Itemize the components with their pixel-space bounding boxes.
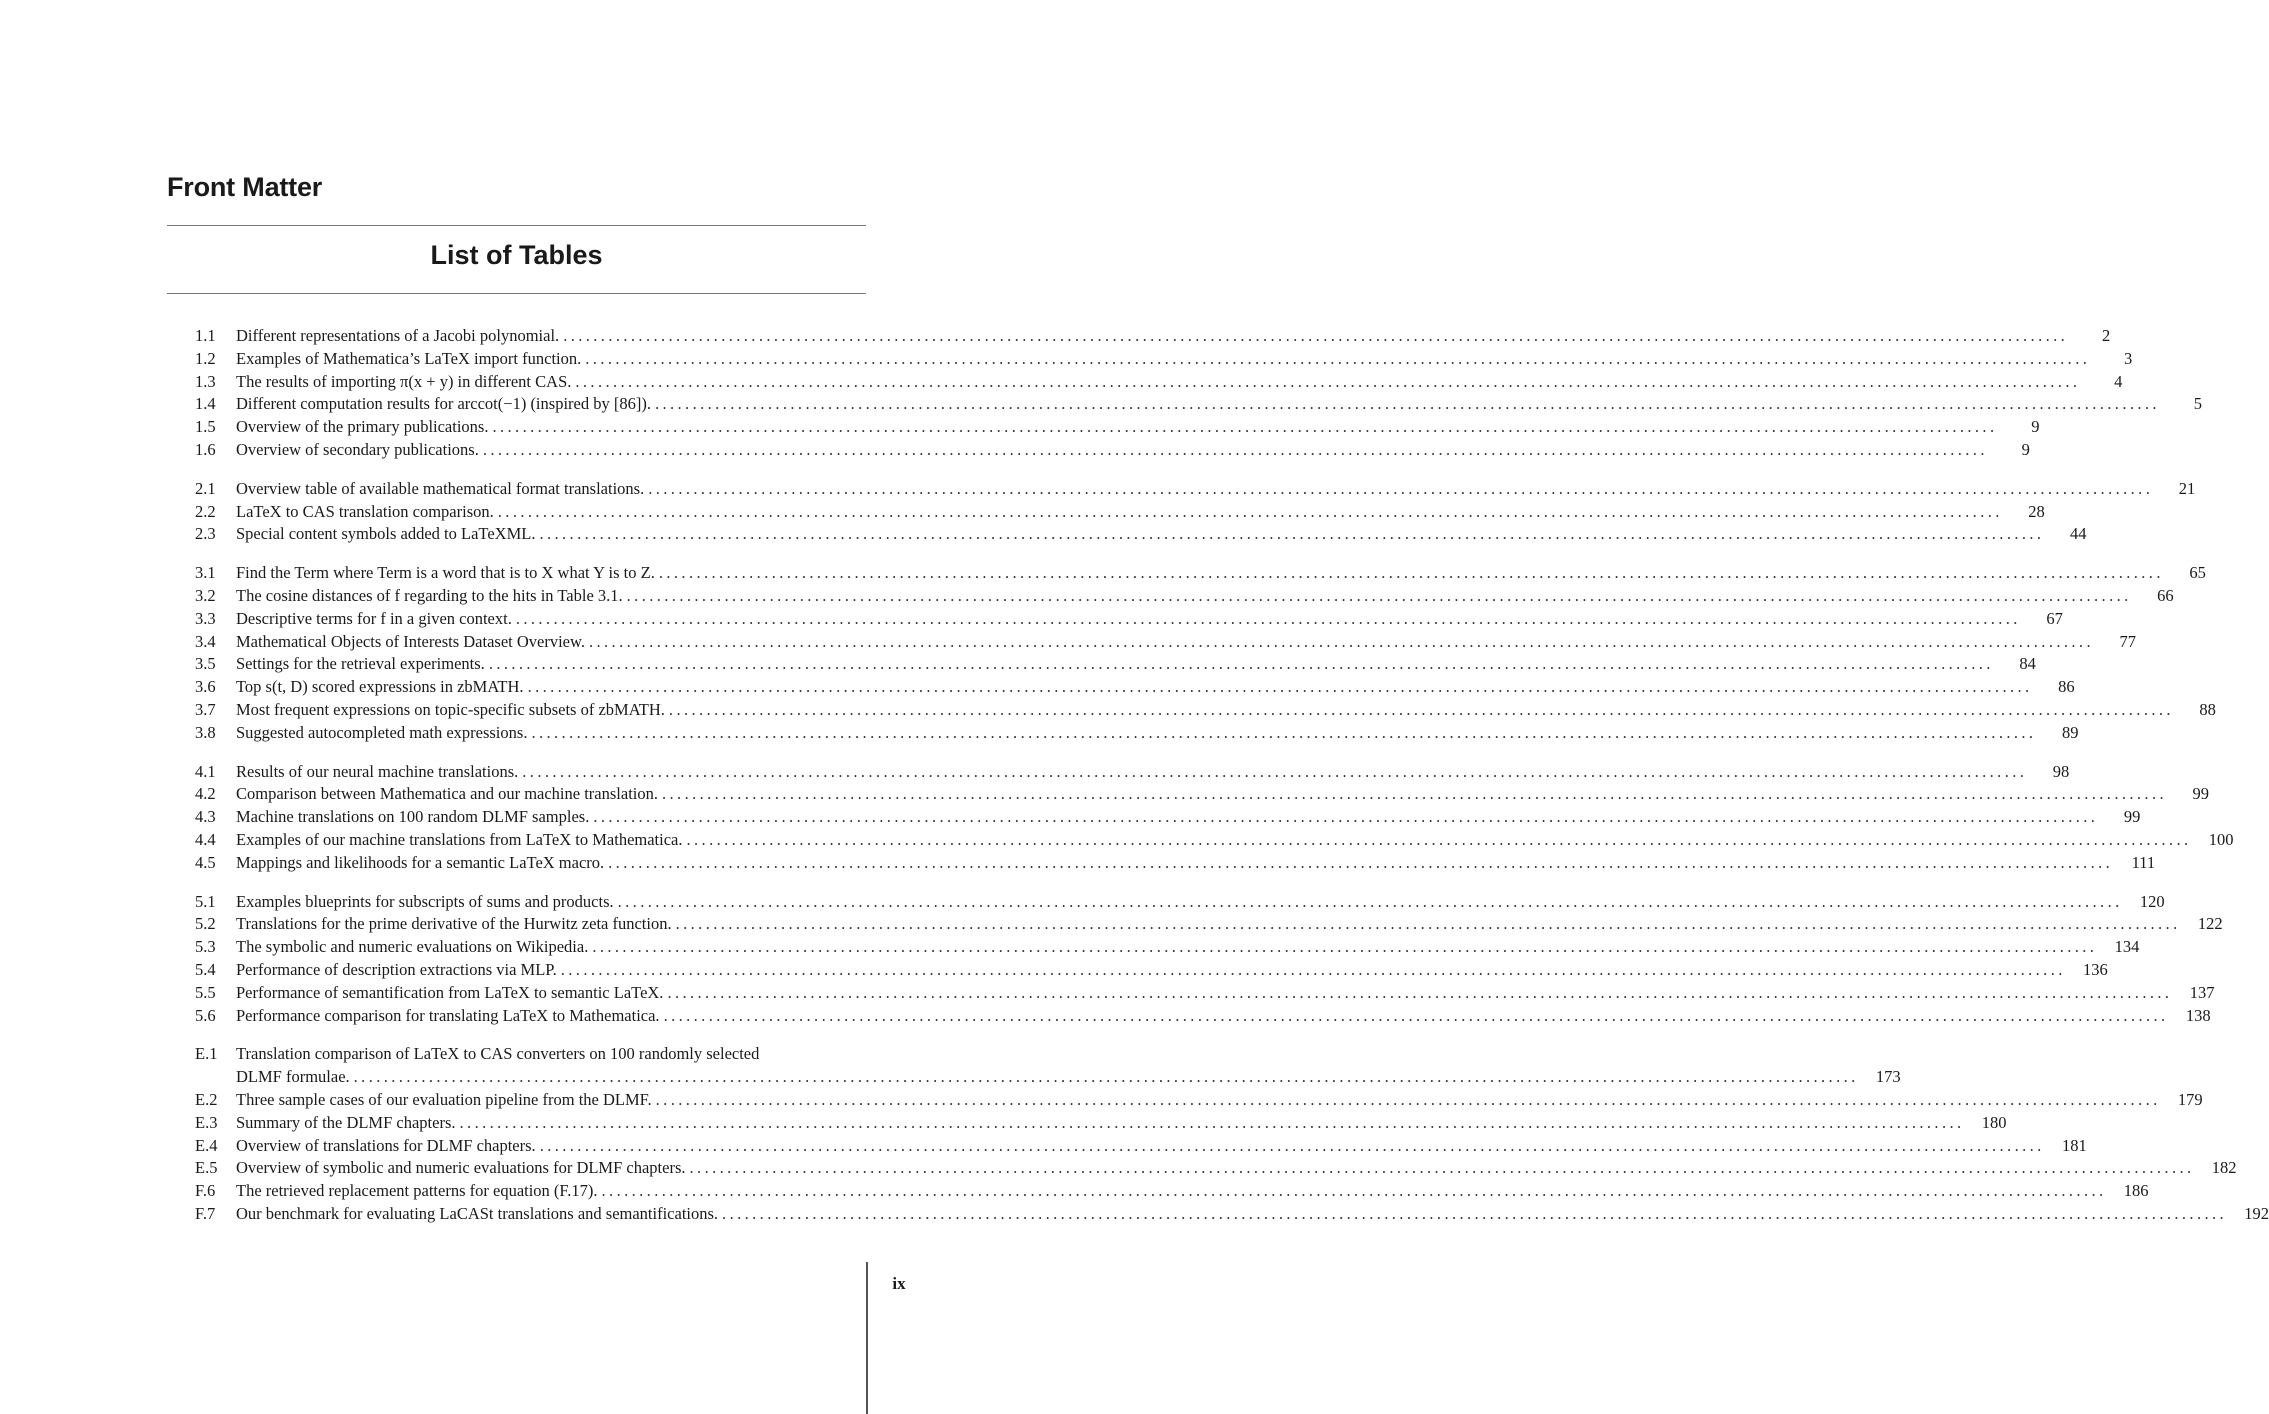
toc-entry[interactable]	[195, 852, 2156, 875]
entry-last-line	[236, 1180, 2149, 1203]
dot-leader: ........................................................................................................................................................................................................	[617, 891, 2123, 911]
page-ref[interactable]: 98	[2052, 761, 2070, 781]
entry-body	[236, 1180, 2149, 1203]
toc-entry[interactable]	[195, 653, 2036, 676]
toc-group	[195, 761, 2234, 875]
toc-entry[interactable]	[195, 562, 2206, 585]
toc-entry[interactable]	[195, 982, 2215, 1005]
entry-body	[236, 501, 2045, 524]
toc-entry[interactable]	[195, 783, 2209, 806]
page-ref[interactable]: 180	[1981, 1112, 2007, 1132]
table-number: 3.3	[195, 608, 216, 628]
page-ref[interactable]: 192	[2244, 1203, 2269, 1223]
table-number: E.3	[195, 1112, 218, 1132]
entry-body	[236, 1043, 1901, 1089]
entry-body	[236, 1157, 2237, 1180]
entry-last-line	[236, 982, 2215, 1005]
page-number: ix	[892, 1274, 906, 1293]
entry-body	[236, 806, 2141, 829]
dot-leader: ........................................................................................................................................................................................................	[531, 722, 2037, 742]
toc-entry[interactable]	[195, 1043, 1901, 1089]
table-caption: Overview of translations for DLMF chapters.	[236, 1135, 536, 1155]
page-ref[interactable]: 2	[2101, 326, 2111, 345]
page-ref[interactable]: 136	[2083, 959, 2108, 979]
entry-last-line	[236, 676, 2075, 699]
entry-body	[236, 913, 2223, 936]
dot-leader: ........................................................................................................................................................................................................	[689, 1158, 2195, 1178]
entry-body	[236, 699, 2216, 722]
table-number: 5.5	[195, 982, 216, 1002]
toc-group	[195, 325, 2202, 462]
table-number: 3.1	[195, 563, 216, 583]
entry-last-line	[236, 653, 2036, 676]
table-caption: Three sample cases of our evaluation pipeline from the DLMF.	[236, 1089, 652, 1109]
table-number: 5.4	[195, 959, 216, 979]
table-caption: Top s(t, D) scored expressions in zbMATH.	[236, 677, 524, 697]
entry-last-line	[236, 959, 2108, 982]
title-bottom-rule	[167, 293, 866, 294]
table-caption: DLMF formulae.	[236, 1067, 350, 1087]
table-number: 4.4	[195, 829, 216, 849]
table-caption: The symbolic and numeric evaluations on Wikipedia.	[236, 937, 589, 957]
page-title: List of Tables	[430, 240, 603, 270]
entry-body	[236, 761, 2070, 784]
page-ref[interactable]: 99	[2123, 807, 2141, 827]
table-number: 5.1	[195, 891, 216, 911]
entry-body	[236, 371, 2123, 394]
dot-leader: ........................................................................................................................................................................................................	[655, 1089, 2161, 1109]
entry-last-line	[236, 523, 2087, 546]
page-ref[interactable]: 77	[2119, 631, 2136, 651]
toc-entry[interactable]	[195, 416, 2040, 439]
table-number: 5.3	[195, 937, 216, 957]
entry-body	[236, 523, 2087, 546]
toc-entry[interactable]	[195, 1112, 2007, 1135]
toc-entry[interactable]	[195, 761, 2070, 784]
entry-body	[236, 439, 2030, 462]
toc-entry[interactable]	[195, 1157, 2237, 1180]
table-number: 2.3	[195, 524, 216, 544]
table-caption: Settings for the retrieval experiments.	[236, 654, 485, 674]
table-number: 1.3	[195, 371, 216, 391]
entry-last-line	[236, 393, 2202, 416]
page-ref[interactable]: 3	[2124, 348, 2133, 368]
page-ref[interactable]: 89	[2061, 722, 2079, 742]
entry-body	[236, 325, 2111, 348]
page-ref[interactable]: 5	[2193, 394, 2202, 414]
entry-body	[236, 393, 2202, 416]
table-caption: Overview of symbolic and numeric evaluations for DLMF chapters.	[236, 1158, 686, 1178]
entry-last-line	[236, 1112, 2007, 1135]
table-caption: Overview table of available mathematical format translations.	[236, 478, 645, 498]
table-caption: Examples blueprints for subscripts of sums and products.	[236, 891, 614, 911]
table-caption: Examples of our machine translations from LaTeX to Mathematica.	[236, 829, 683, 849]
page-ref[interactable]: 66	[2157, 585, 2174, 605]
entry-body	[236, 722, 2079, 745]
toc-entry[interactable]	[195, 936, 2140, 959]
dot-leader: ........................................................................................................................................................................................................	[663, 1005, 2169, 1025]
page-ref[interactable]: 67	[2046, 608, 2063, 628]
table-number: 3.6	[195, 677, 216, 697]
toc-entry[interactable]	[195, 806, 2141, 829]
table-number: 3.7	[195, 699, 216, 719]
entry-body	[236, 348, 2133, 371]
dot-leader: ........................................................................................................................................................................................................	[539, 524, 2045, 544]
page-ref[interactable]: 99	[2192, 784, 2209, 804]
table-number: 4.3	[195, 807, 216, 827]
section-title: Front Matter	[167, 172, 323, 202]
page-ref[interactable]: 65	[2189, 563, 2206, 583]
page-ref[interactable]: 86	[2058, 677, 2075, 697]
table-caption: Descriptive terms for f in a given context.	[236, 608, 512, 628]
dot-leader: ........................................................................................................................................................................................................	[522, 761, 2028, 781]
entry-last-line	[236, 699, 2216, 722]
toc-entry[interactable]	[195, 1005, 2211, 1028]
dot-leader: ........................................................................................................................................................................................................	[668, 699, 2174, 719]
page-ref[interactable]: 137	[2189, 982, 2215, 1002]
table-caption: Different computation results for arccot(−1) (inspired by [86]).	[236, 394, 651, 414]
entry-last-line	[236, 1203, 2269, 1226]
table-number: 3.4	[195, 631, 216, 651]
table-number: 5.6	[195, 1005, 216, 1025]
toc-entry[interactable]	[195, 371, 2123, 394]
entry-last-line	[236, 783, 2209, 806]
entry-last-line	[236, 722, 2079, 745]
entry-body	[236, 1135, 2087, 1158]
entry-body	[236, 631, 2136, 654]
dot-leader: ........................................................................................................................................................................................................	[593, 807, 2099, 827]
entry-last-line	[236, 852, 2156, 875]
page-ref[interactable]: 44	[2069, 524, 2087, 544]
toc-group	[195, 478, 2196, 546]
page-ref[interactable]: 9	[2031, 417, 2040, 437]
dot-leader: ........................................................................................................................................................................................................	[539, 1135, 2045, 1155]
entry-last-line	[236, 1005, 2211, 1028]
dot-leader: ........................................................................................................................................................................................................	[588, 631, 2094, 651]
toc-group	[195, 562, 2216, 744]
toc-entry[interactable]	[195, 325, 2111, 348]
table-caption: Performance comparison for translating LaTeX to Mathematica.	[236, 1005, 660, 1025]
table-caption: Suggested autocompleted math expressions.	[236, 722, 528, 742]
toc-entry[interactable]	[195, 523, 2087, 546]
entry-last-line	[236, 1066, 1901, 1089]
table-number: 2.1	[195, 478, 216, 498]
entry-last-line	[236, 501, 2045, 524]
entry-last-line	[236, 891, 2165, 914]
toc-entry[interactable]	[195, 501, 2045, 524]
page-ref[interactable]: 111	[2131, 852, 2156, 872]
toc-group	[195, 1043, 2269, 1225]
dot-leader: ........................................................................................................................................................................................................	[601, 1181, 2107, 1201]
table-caption: Most frequent expressions on topic-specific subsets of zbMATH.	[236, 699, 665, 719]
toc-entry[interactable]	[195, 439, 2030, 462]
entry-last-line	[236, 806, 2141, 829]
entry-body	[236, 891, 2165, 914]
entry-last-line	[236, 761, 2070, 784]
toc-entry[interactable]	[195, 631, 2136, 654]
entry-last-line	[236, 371, 2123, 394]
toc-entry[interactable]	[195, 699, 2216, 722]
table-number: F.7	[195, 1203, 216, 1223]
page-ref[interactable]: 4	[2114, 371, 2123, 391]
dot-leader: ........................................................................................................................................................................................................	[662, 784, 2167, 804]
toc-entry[interactable]	[195, 913, 2223, 936]
entry-body	[236, 783, 2209, 806]
table-number: E.1	[195, 1044, 218, 1064]
dot-leader: ........................................................................................................................................................................................................	[648, 478, 2154, 498]
table-number: 5.2	[195, 914, 216, 934]
entry-body	[236, 653, 2036, 676]
toc-entry[interactable]	[195, 1135, 2087, 1158]
table-number: 4.2	[195, 784, 216, 804]
page-ref[interactable]: 88	[2199, 699, 2216, 719]
dot-leader: ........................................................................................................................................................................................................	[575, 371, 2081, 391]
toc-entry[interactable]	[195, 348, 2133, 371]
table-caption: Machine translations on 100 random DLMF samples.	[236, 807, 590, 827]
table-caption: Overview of the primary publications.	[236, 417, 489, 437]
table-number: E.4	[195, 1135, 218, 1155]
dot-leader: ........................................................................................................................................................................................................	[608, 852, 2114, 872]
dot-leader: ........................................................................................................................................................................................................	[626, 585, 2132, 605]
page-ref[interactable]: 21	[2178, 478, 2196, 498]
toc-entry[interactable]	[195, 393, 2202, 416]
table-caption: Translations for the prime derivative of the Hurwitz zeta function.	[236, 914, 672, 934]
entry-last-line	[236, 478, 2196, 501]
entry-body	[236, 478, 2196, 501]
page-ref[interactable]: 84	[2019, 654, 2036, 674]
toc-entry[interactable]	[195, 891, 2165, 914]
table-number: 3.5	[195, 654, 216, 674]
table-caption: Examples of Mathematica’s LaTeX import function.	[236, 348, 582, 368]
dot-leader: ........................................................................................................................................................................................................	[527, 677, 2033, 697]
table-caption: Different representations of a Jacobi polynomial.	[236, 326, 560, 345]
footer-rule	[866, 1262, 868, 1414]
page-ref[interactable]: 182	[2211, 1158, 2237, 1178]
dot-leader: ........................................................................................................................................................................................................	[497, 501, 2003, 521]
dot-leader: ........................................................................................................................................................................................................	[353, 1067, 1859, 1087]
dot-leader: ........................................................................................................................................................................................................	[515, 608, 2021, 628]
table-number: E.2	[195, 1089, 218, 1109]
entry-last-line	[236, 913, 2223, 936]
toc-entry[interactable]	[195, 478, 2196, 501]
entry-body	[236, 1112, 2007, 1135]
toc-entry[interactable]	[195, 829, 2234, 852]
table-number: E.5	[195, 1158, 218, 1178]
entry-last-line	[236, 608, 2063, 631]
entry-body	[236, 959, 2108, 982]
table-number: 1.1	[195, 326, 216, 345]
table-caption: Special content symbols added to LaTeXML.	[236, 524, 536, 544]
entry-last-line	[236, 829, 2234, 852]
entry-body	[236, 936, 2140, 959]
dot-leader: ........................................................................................................................................................................................................	[459, 1112, 1965, 1132]
dot-leader: ........................................................................................................................................................................................................	[722, 1203, 2228, 1223]
toc-group	[195, 891, 2223, 1028]
page-ref[interactable]: 179	[2177, 1089, 2203, 1109]
entry-body	[236, 585, 2174, 608]
entry-last-line	[236, 936, 2140, 959]
entry-body	[236, 1005, 2211, 1028]
entry-last-line	[236, 1135, 2087, 1158]
table-caption: Find the Term where Term is a word that is to X what Y is to Z.	[236, 563, 655, 583]
table-caption: Performance of description extractions via MLP.	[236, 959, 557, 979]
page-ref[interactable]: 173	[1875, 1067, 1901, 1087]
page-ref[interactable]: 120	[2139, 891, 2165, 911]
dot-leader: ........................................................................................................................................................................................................	[585, 348, 2091, 368]
list-of-tables	[195, 325, 2269, 1242]
entry-body	[236, 1089, 2203, 1112]
entry-body	[236, 416, 2040, 439]
table-number: 3.2	[195, 585, 216, 605]
toc-entry[interactable]	[195, 585, 2174, 608]
table-caption: Comparison between Mathematica and our machine translation.	[236, 784, 658, 804]
entry-last-line	[236, 585, 2174, 608]
entry-last-line	[236, 348, 2133, 371]
dot-leader: ........................................................................................................................................................................................................	[667, 982, 2173, 1002]
table-number: 3.8	[195, 722, 216, 742]
entry-last-line	[236, 325, 2111, 348]
page-ref[interactable]: 134	[2114, 937, 2140, 957]
table-number: 1.2	[195, 348, 216, 368]
table-caption: Summary of the DLMF chapters.	[236, 1112, 456, 1132]
page-ref[interactable]: 122	[2197, 914, 2223, 934]
table-caption: LaTeX to CAS translation comparison.	[236, 501, 494, 521]
table-number: 2.2	[195, 501, 216, 521]
entry-last-line	[236, 1089, 2203, 1112]
entry-body	[236, 1203, 2269, 1226]
table-number: 1.4	[195, 394, 216, 414]
dot-leader: ........................................................................................................................................................................................................	[686, 829, 2192, 849]
page-ref[interactable]: 181	[2061, 1135, 2087, 1155]
toc-entry[interactable]	[195, 608, 2063, 631]
dot-leader: ........................................................................................................................................................................................................	[492, 417, 1998, 437]
table-number: 4.1	[195, 761, 216, 781]
toc-entry[interactable]	[195, 1203, 2269, 1226]
dot-leader: ........................................................................................................................................................................................................	[675, 914, 2181, 934]
page-ref[interactable]: 9	[2021, 439, 2030, 459]
table-number: 4.5	[195, 852, 216, 872]
table-caption: Our benchmark for evaluating LaCASt translations and semantifications.	[236, 1203, 719, 1223]
table-number: 1.5	[195, 417, 216, 437]
entry-body	[236, 852, 2156, 875]
entry-body	[236, 982, 2215, 1005]
page-ref[interactable]: 186	[2123, 1181, 2149, 1201]
entry-last-line	[236, 439, 2030, 462]
toc-entry[interactable]	[195, 722, 2079, 745]
toc-entry[interactable]	[195, 676, 2075, 699]
page-ref[interactable]: 28	[2028, 501, 2045, 521]
dot-leader: ........................................................................................................................................................................................................	[654, 394, 2160, 414]
entry-body	[236, 608, 2063, 631]
entry-body	[236, 676, 2075, 699]
table-number: F.6	[195, 1181, 216, 1201]
table-caption: Overview of secondary publications.	[236, 439, 479, 459]
entry-last-line	[236, 562, 2206, 585]
dot-leader: ........................................................................................................................................................................................................	[592, 937, 2098, 957]
page-ref[interactable]: 138	[2185, 1005, 2211, 1025]
entry-body	[236, 562, 2206, 585]
dot-leader: ........................................................................................................................................................................................................	[560, 959, 2066, 979]
table-caption: Results of our neural machine translations.	[236, 761, 519, 781]
toc-entry[interactable]	[195, 1180, 2149, 1203]
table-caption: Mappings and likelihoods for a semantic LaTeX macro.	[236, 852, 605, 872]
entry-last-line	[236, 416, 2040, 439]
dot-leader: ........................................................................................................................................................................................................	[563, 326, 2069, 345]
table-caption: The results of importing π(x + y) in different CAS.	[236, 371, 572, 391]
page-ref[interactable]: 100	[2208, 829, 2234, 849]
table-caption: The cosine distances of f regarding to the hits in Table 3.1.	[236, 585, 623, 605]
entry-last-line	[236, 631, 2136, 654]
table-caption: Mathematical Objects of Interests Dataset Overview.	[236, 631, 585, 651]
dot-leader: ........................................................................................................................................................................................................	[658, 563, 2164, 583]
entry-last-line	[236, 1157, 2237, 1180]
toc-entry[interactable]	[195, 1089, 2203, 1112]
table-caption: Performance of semantification from LaTeX to semantic LaTeX.	[236, 982, 664, 1002]
dot-leader: ........................................................................................................................................................................................................	[482, 439, 1988, 459]
dot-leader: ........................................................................................................................................................................................................	[488, 654, 1994, 674]
table-caption-line: Translation comparison of LaTeX to CAS converters on 100 randomly selected	[236, 1044, 760, 1064]
table-number: 1.6	[195, 439, 216, 459]
entry-body	[236, 829, 2234, 852]
title-top-rule	[167, 225, 866, 226]
toc-entry[interactable]	[195, 959, 2108, 982]
table-caption: The retrieved replacement patterns for equation (F.17).	[236, 1181, 598, 1201]
